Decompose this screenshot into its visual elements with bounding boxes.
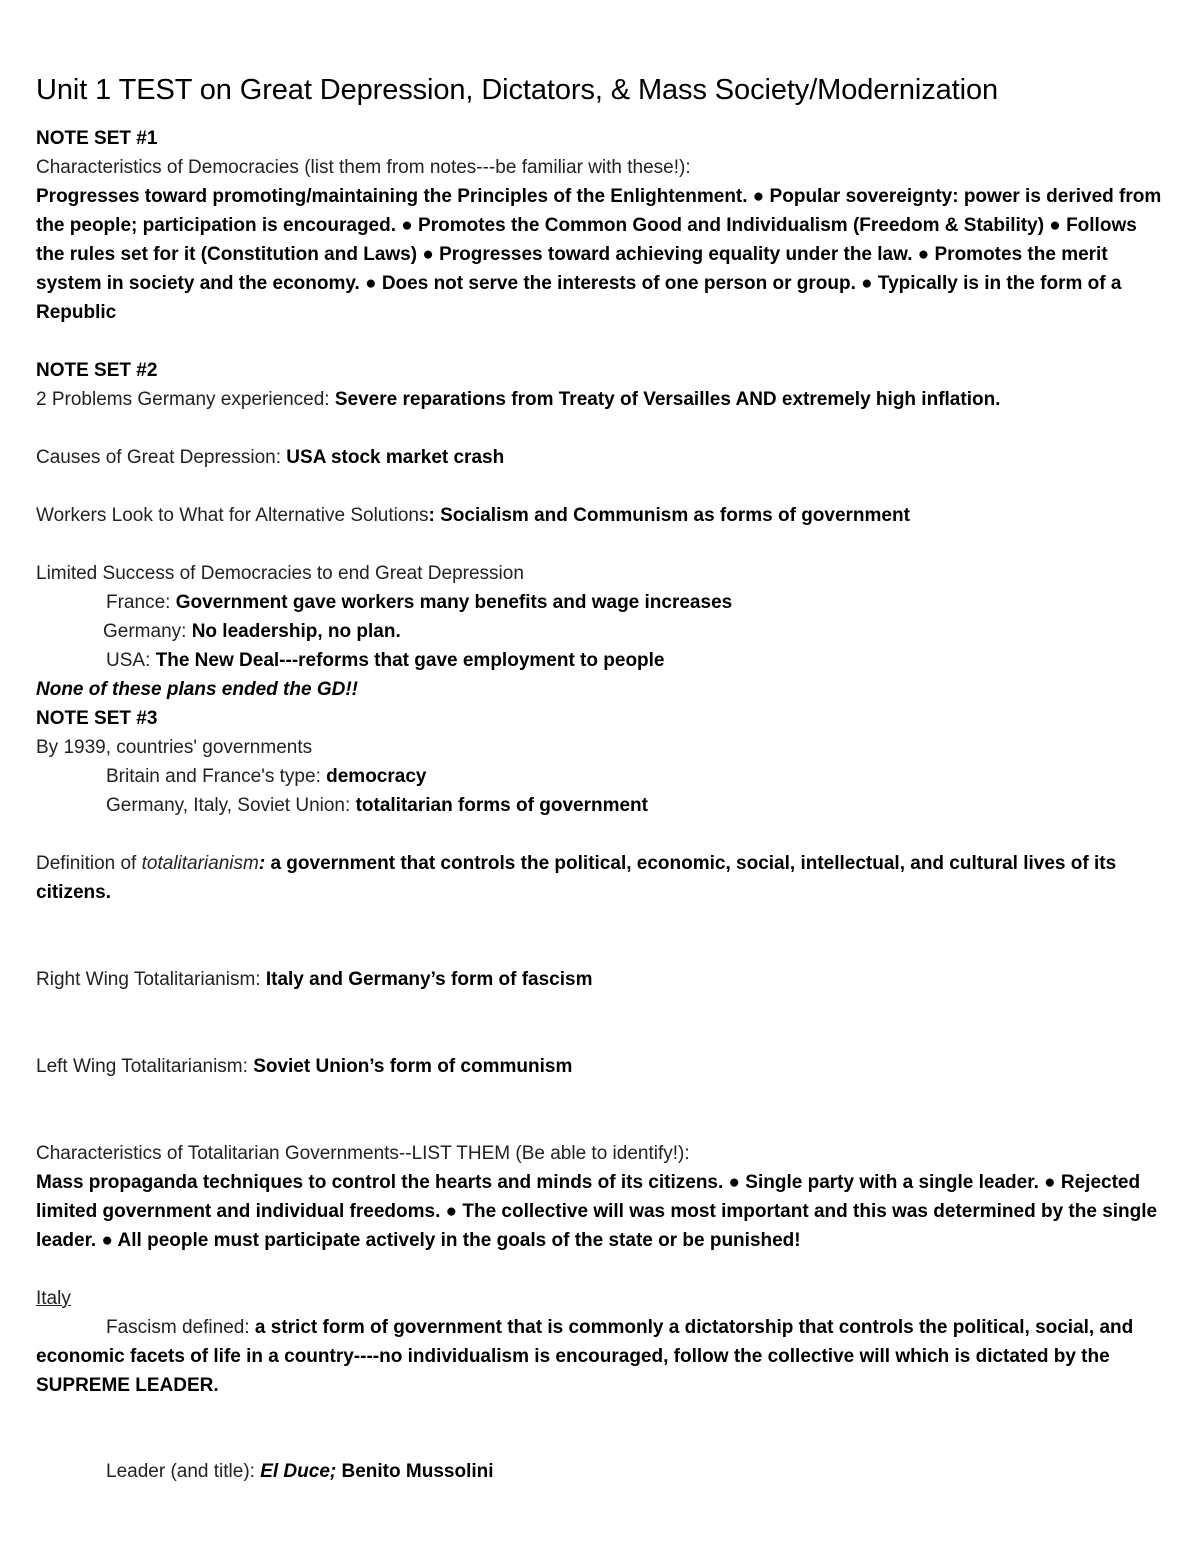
definition-label: Definition of bbox=[36, 853, 142, 874]
note-set-2-heading: NOTE SET #2 bbox=[36, 360, 158, 381]
document-title: Unit 1 TEST on Great Depression, Dictators, & Mass Society/Modernization bbox=[36, 74, 999, 106]
france-answer: Government gave workers many benefits and wage increases bbox=[175, 592, 733, 613]
causes-answer: USA stock market crash bbox=[286, 447, 505, 468]
workers-line bbox=[36, 501, 1164, 530]
germany-label: Germany: bbox=[103, 621, 192, 642]
right-wing-label: Right Wing Totalitarianism: bbox=[36, 969, 266, 990]
usa-answer: The New Deal---reforms that gave employment to people bbox=[155, 650, 665, 671]
britain-answer: democracy bbox=[326, 766, 427, 787]
note-set-3-heading: NOTE SET #3 bbox=[36, 708, 158, 729]
germany-italy-line bbox=[36, 791, 1164, 820]
fascism-line bbox=[36, 1313, 1164, 1400]
italy-heading: Italy bbox=[36, 1288, 71, 1309]
britain-label: Britain and France's type: bbox=[106, 766, 327, 787]
germany-answer: No leadership, no plan. bbox=[191, 621, 401, 642]
germany-italy-label: Germany, Italy, Soviet Union: bbox=[106, 795, 356, 816]
france-line bbox=[36, 588, 1164, 617]
note-set-1-heading: NOTE SET #1 bbox=[36, 128, 158, 149]
fascism-answer: a strict form of government that is commonly a dictatorship that controls the political, social, and economic facets of life in a country----no individualism is encouraged, follow the collective will which is dictated by the SUPREME LEADER. bbox=[36, 1317, 1134, 1396]
leader-label: Leader (and title): bbox=[106, 1461, 261, 1482]
left-wing-line bbox=[36, 1052, 1164, 1081]
germany-problems-line bbox=[36, 385, 1164, 414]
fascism-label: Fascism defined: bbox=[106, 1317, 255, 1338]
definition-term: totalitarianism bbox=[141, 853, 259, 874]
workers-label: Workers Look to What for Alternative Solutions bbox=[36, 505, 429, 526]
britain-line bbox=[36, 762, 1164, 791]
germany-line bbox=[36, 617, 1164, 646]
germany-italy-answer: totalitarian forms of government bbox=[355, 795, 648, 816]
workers-answer: Socialism and Communism as forms of government bbox=[440, 505, 910, 526]
leader-line bbox=[36, 1457, 1164, 1486]
left-wing-label: Left Wing Totalitarianism: bbox=[36, 1056, 254, 1077]
workers-colon: : bbox=[428, 505, 441, 526]
left-wing-answer: Soviet Union’s form of communism bbox=[253, 1056, 573, 1077]
definition-line bbox=[36, 849, 1164, 907]
germany-problems-label: 2 Problems Germany experienced: bbox=[36, 389, 335, 410]
right-wing-line bbox=[36, 965, 1164, 994]
leader-name: Benito Mussolini bbox=[336, 1461, 494, 1482]
usa-line bbox=[36, 646, 1164, 675]
definition-answer: a government that controls the political, economic, social, intellectual, and cultural lives of its citizens. bbox=[36, 853, 1117, 903]
democracy-characteristics-label: Characteristics of Democracies (list them from notes---be familiar with these!): bbox=[36, 157, 691, 178]
causes-label: Causes of Great Depression: bbox=[36, 447, 287, 468]
causes-line bbox=[36, 443, 1164, 472]
totalitarian-characteristics-label: Characteristics of Totalitarian Governments--LIST THEM (Be able to identify!): bbox=[36, 1143, 690, 1164]
leader-title: El Duce; bbox=[260, 1461, 337, 1482]
conclusion-line: None of these plans ended the GD!! bbox=[36, 679, 358, 700]
totalitarian-characteristics-answer: Mass propaganda techniques to control the hearts and minds of its citizens. ● Single party with a single leader. ● Rejected limited government and individual freedoms. ● The collective will was most important and this was determined by the single leader. ● All people must participate actively in the goals of the state or be punished! bbox=[36, 1172, 1158, 1251]
right-wing-answer: Italy and Germany’s form of fascism bbox=[265, 969, 593, 990]
france-label: France: bbox=[106, 592, 176, 613]
definition-colon: : bbox=[258, 853, 266, 874]
germany-problems-answer: Severe reparations from Treaty of Versailles AND extremely high inflation. bbox=[334, 389, 1001, 410]
usa-label: USA: bbox=[106, 650, 156, 671]
democracy-characteristics-answer: Progresses toward promoting/maintaining the Principles of the Enlightenment. ● Popular sovereignty: power is derived from the people; participation is encouraged. ● Promotes the Common Good and Individualism (Freedom & Stability) ● Follows the rules set for it (Constitution and Laws) ● Progresses toward achieving equality under the law. ● Promotes the merit system in society and the economy. ● Does not serve the interests of one person or group. ● Typically is in the form of a Republic bbox=[36, 186, 1162, 323]
limited-success-label: Limited Success of Democracies to end Great Depression bbox=[36, 563, 524, 584]
by-1939-label: By 1939, countries' governments bbox=[36, 737, 313, 758]
